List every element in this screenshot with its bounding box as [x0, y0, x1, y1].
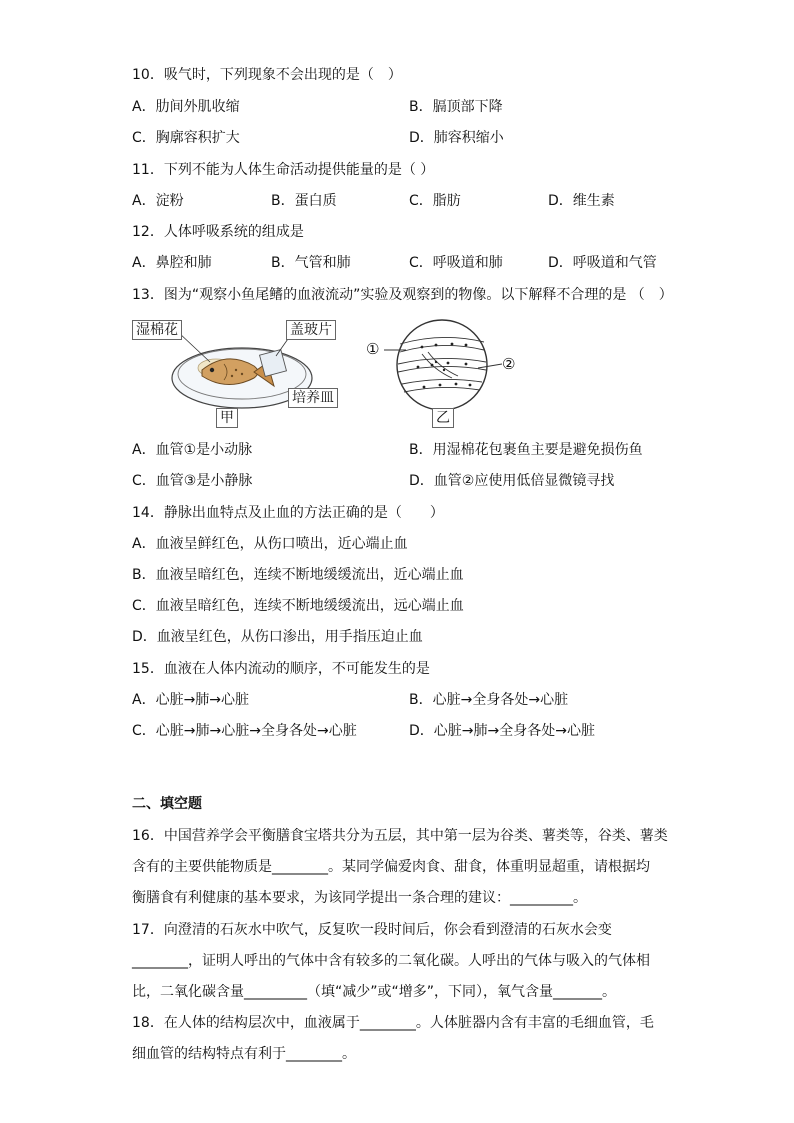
section-heading-fill-in: 二、填空题 — [132, 796, 202, 812]
question-18-line-2: 细血管的结构特点有利于________。 — [132, 1046, 356, 1062]
q14-option-d: D．血液呈红色，从伤口渗出，用手指压迫止血 — [132, 629, 423, 645]
q10-option-a: A．肋间外肌收缩 — [132, 99, 240, 115]
q13-option-d: D．血管②应使用低倍显微镜寻找 — [409, 473, 615, 489]
question-16-line-3: 衡膳食有利健康的基本要求，为该同学提出一条合理的建议：_________。 — [132, 890, 587, 906]
q15-option-c: C．心脏→肺→心脏→全身各处→心脏 — [132, 723, 357, 739]
q13-option-b: B．用湿棉花包裹鱼主要是避免损伤鱼 — [409, 442, 643, 458]
q12-option-d: D．呼吸道和气管 — [548, 255, 657, 271]
q12-option-c: C．呼吸道和肺 — [409, 255, 503, 271]
figure-jia — [132, 318, 342, 430]
q14-option-b: B．血液呈暗红色，连续不断地缓缓流出，近心端止血 — [132, 567, 464, 583]
q11-option-d: D．维生素 — [548, 193, 615, 209]
question-15-stem: 15．血液在人体内流动的顺序，不可能发生的是 — [132, 661, 430, 677]
question-16-line-2: 含有的主要供能物质是________。某同学偏爱肉食、甜食，体重明显超重，请根据均 — [132, 859, 650, 875]
question-14-stem: 14．静脉出血特点及止血的方法正确的是（ ） — [132, 505, 444, 521]
marker-circled-1: ① — [366, 340, 380, 358]
q10-option-c: C．胸廓容积扩大 — [132, 130, 240, 146]
q10-option-b: B．膈顶部下降 — [409, 99, 503, 115]
q13-option-c: C．血管③是小静脉 — [132, 473, 253, 489]
q14-option-c: C．血液呈暗红色，连续不断地缓缓流出，远心端止血 — [132, 598, 464, 614]
label-petri-dish: 培养皿 — [288, 388, 338, 408]
q13-option-a: A．血管①是小动脉 — [132, 442, 253, 458]
label-jia: 甲 — [216, 408, 238, 428]
q10-option-d: D．肺容积缩小 — [409, 130, 504, 146]
q11-option-a: A．淀粉 — [132, 193, 184, 209]
q14-option-a: A．血液呈鲜红色，从伤口喷出，近心端止血 — [132, 536, 408, 552]
question-12-stem: 12．人体呼吸系统的组成是 — [132, 224, 304, 240]
marker-circled-2: ② — [502, 355, 516, 373]
q11-option-b: B．蛋白质 — [271, 193, 337, 209]
question-17-line-2: ________，证明人呼出的气体中含有较多的二氧化碳。人呼出的气体与吸入的气体相 — [132, 953, 650, 969]
question-17-line-1: 17．向澄清的石灰水中吹气，反复吹一段时间后，你会看到澄清的石灰水会变 — [132, 922, 612, 938]
question-11-stem: 11．下列不能为人体生命活动提供能量的是（ ） — [132, 162, 435, 178]
question-13-stem: 13．图为“观察小鱼尾鳍的血液流动”实验及观察到的物像。以下解释不合理的是 （ ） — [132, 287, 673, 303]
q15-option-a: A．心脏→肺→心脏 — [132, 692, 250, 708]
question-18-line-1: 18．在人体的结构层次中，血液属于________。人体脏器内含有丰富的毛细血管，毛 — [132, 1015, 654, 1031]
q12-option-a: A．鼻腔和肺 — [132, 255, 212, 271]
q11-option-c: C．脂肪 — [409, 193, 461, 209]
label-cover-slip: 盖玻片 — [286, 320, 336, 340]
question-16-line-1: 16．中国营养学会平衡膳食宝塔共分为五层，其中第一层为谷类、薯类等，谷类、薯类 — [132, 828, 668, 844]
q15-option-b: B．心脏→全身各处→心脏 — [409, 692, 569, 708]
question-10-stem: 10．吸气时，下列现象不会出现的是（ ） — [132, 67, 402, 83]
q12-option-b: B．气管和肺 — [271, 255, 351, 271]
label-cotton: 湿棉花 — [132, 320, 182, 340]
question-17-line-3: 比，二氧化碳含量_________（填“减少”或“增多”，下同），氧气含量_______。 — [132, 984, 617, 1000]
q15-option-d: D．心脏→肺→全身各处→心脏 — [409, 723, 595, 739]
label-yi: 乙 — [432, 408, 454, 428]
figure-yi — [362, 318, 532, 430]
